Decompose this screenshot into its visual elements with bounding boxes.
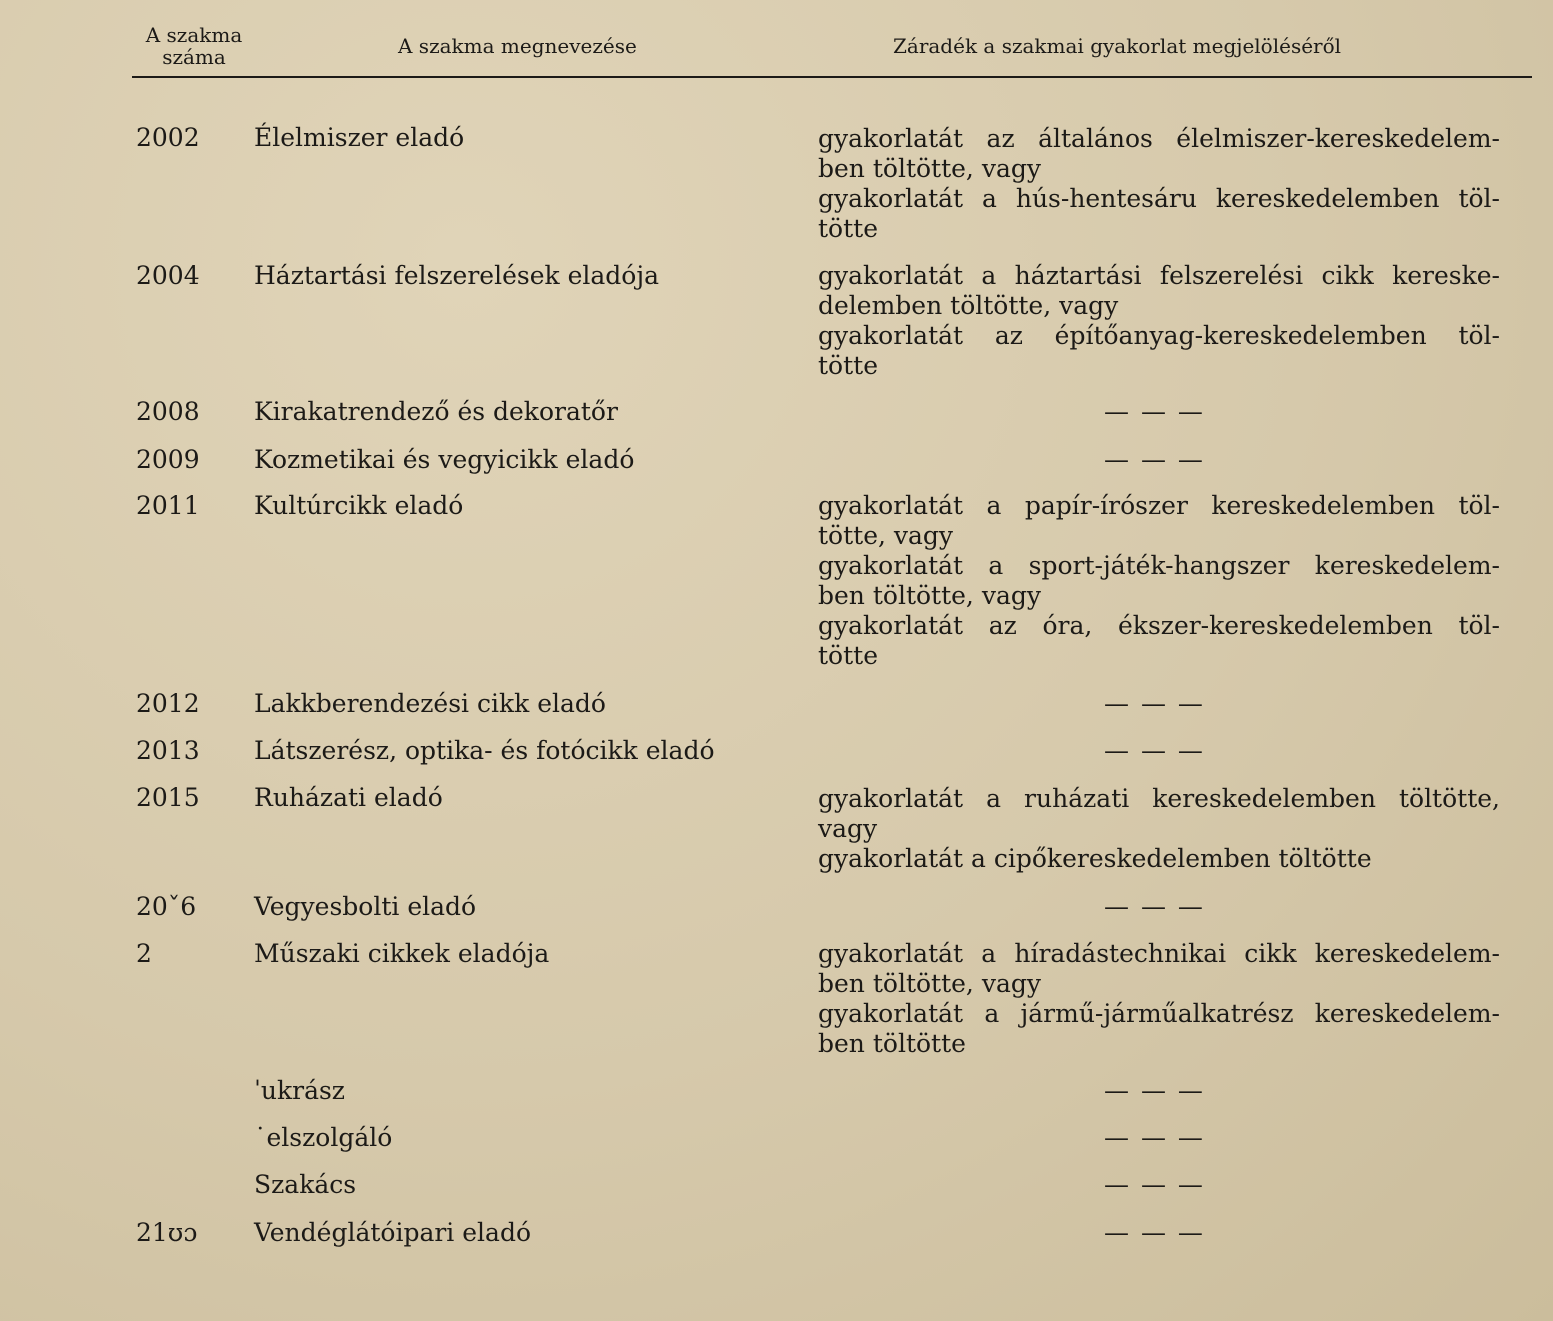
row-name: Vendéglátóipari eladó: [254, 1218, 532, 1247]
row-dash: — — —: [1104, 1170, 1205, 1199]
row-name: Műszaki cikkek eladója: [254, 939, 550, 968]
row-dash: — — —: [1104, 397, 1205, 426]
clause-line: delemben töltötte, vagy: [818, 291, 1119, 320]
row-name: Kozmetikai és vegyicikk eladó: [254, 445, 635, 474]
row-name: Kirakatrendező és dekoratőr: [254, 397, 618, 426]
clause-line: gyakorlatát a papír-írószer kereskedelemben töl-: [818, 491, 1500, 520]
row-number: 2: [136, 939, 152, 968]
clause-line: gyakorlatát a híradástechnikai cikk kereskedelem-: [818, 939, 1500, 968]
row-dash: — — —: [1104, 1218, 1205, 1247]
clause-line: gyakorlatát az óra, ékszer-kereskedelemben töl-: [818, 611, 1500, 640]
clause-line: ben töltötte, vagy: [818, 154, 1041, 183]
row-number: 21ʊɔ: [136, 1218, 198, 1247]
row-clause: [818, 261, 1500, 381]
clause-line: tötte: [818, 351, 878, 380]
row-name: Lakkberendezési cikk eladó: [254, 689, 606, 718]
row-name: Élelmiszer eladó: [254, 123, 465, 152]
row-number: 2013: [136, 736, 200, 765]
row-number: 2008: [136, 397, 200, 426]
row-name: Vegyesbolti eladó: [254, 892, 477, 921]
row-name: Háztartási felszerelések eladója: [254, 261, 660, 290]
row-number: 2012: [136, 689, 200, 718]
clause-line: gyakorlatát a cipőkereskedelemben töltötte: [818, 844, 1372, 873]
clause-line: vagy: [818, 814, 878, 843]
row-number: 2004: [136, 261, 200, 290]
clause-line: gyakorlatát a jármű-járműalkatrész kereskedelem-: [818, 999, 1500, 1028]
row-name: Ruházati eladó: [254, 783, 443, 812]
clause-line: gyakorlatát az építőanyag-kereskedelemben töl-: [818, 321, 1500, 350]
clause-line: ben töltötte, vagy: [818, 969, 1041, 998]
clause-line: gyakorlatát a sport-játék-hangszer kereskedelem-: [818, 551, 1500, 580]
header-divider: [132, 76, 1532, 78]
clause-line: gyakorlatát a ruházati kereskedelemben töltötte,: [818, 784, 1500, 813]
row-name: Kultúrcikk eladó: [254, 491, 464, 520]
header-clause: Záradék a szakmai gyakorlat megjelöléséről: [893, 34, 1342, 58]
clause-line: tötte: [818, 641, 878, 670]
row-dash: — — —: [1104, 1076, 1205, 1105]
row-dash: — — —: [1104, 689, 1205, 718]
row-name: Látszerész, optika- és fotócikk eladó: [254, 736, 715, 765]
row-clause: [818, 784, 1500, 874]
clause-line: gyakorlatát a hús-hentesáru kereskedelemben töl-: [818, 184, 1500, 213]
clause-line: tötte, vagy: [818, 521, 954, 550]
row-dash: — — —: [1104, 892, 1205, 921]
row-clause: [818, 124, 1500, 244]
clause-line: tötte: [818, 214, 878, 243]
row-number: 2015: [136, 783, 200, 812]
header-profession-number: [134, 24, 254, 68]
clause-line: ben töltötte: [818, 1029, 966, 1058]
clause-line: gyakorlatát az általános élelmiszer-kereskedelem-: [818, 124, 1500, 153]
row-dash: — — —: [1104, 445, 1205, 474]
row-name: ˙elszolgáló: [254, 1123, 393, 1152]
row-number: 2011: [136, 491, 200, 520]
row-dash: — — —: [1104, 736, 1205, 765]
row-number: 2009: [136, 445, 200, 474]
header-profession-name: A szakma megnevezése: [398, 34, 637, 58]
header-number-line1: A szakma: [145, 23, 243, 47]
row-clause: [818, 491, 1500, 671]
row-name: ˈukrász: [254, 1076, 345, 1105]
clause-line: gyakorlatát a háztartási felszerelési cikk kereske-: [818, 261, 1500, 290]
row-name: Szakács: [254, 1170, 357, 1199]
header-number-line2: száma: [162, 45, 226, 69]
clause-line: ben töltötte, vagy: [818, 581, 1041, 610]
row-dash: — — —: [1104, 1123, 1205, 1152]
row-number: 2002: [136, 123, 200, 152]
row-number: 20ˇ6: [136, 892, 197, 921]
row-clause: [818, 939, 1500, 1059]
